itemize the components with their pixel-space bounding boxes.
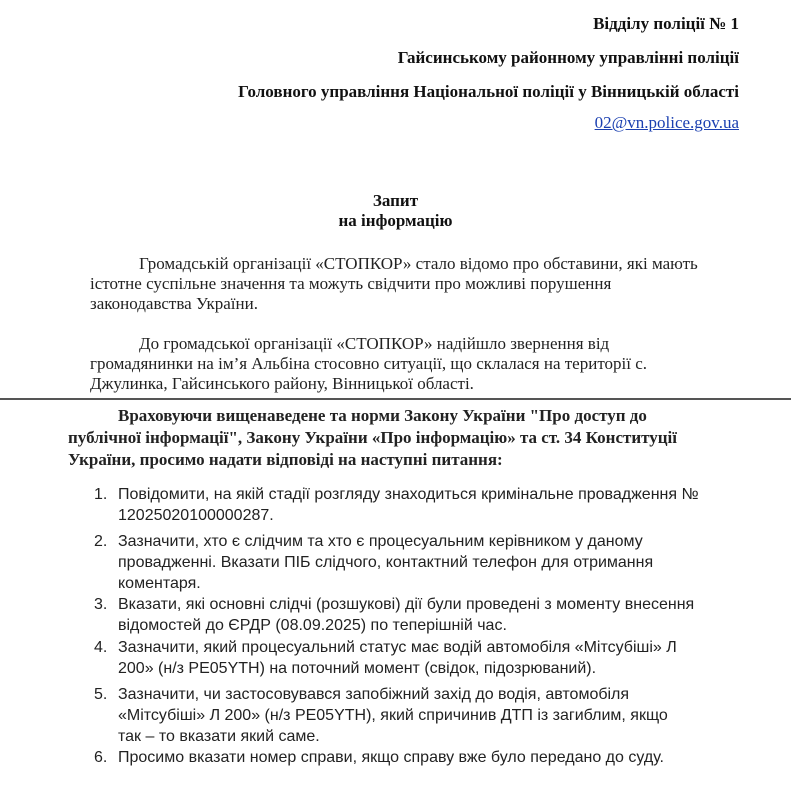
question-2-line-1: Зазначити, хто є слідчим та хто є процесуальним керівником у даному bbox=[118, 533, 643, 550]
question-2-number: 2. bbox=[94, 533, 108, 550]
document-subtitle: на інформацію bbox=[338, 211, 453, 230]
paragraph-1-line-2: істотне суспільне значення та можуть свідчити про можливі порушення bbox=[90, 274, 612, 293]
question-4-number: 4. bbox=[94, 639, 108, 656]
question-5-number: 5. bbox=[94, 686, 108, 703]
question-3-line-2: відомостей до ЄРДР (08.09.2025) по теперішній час. bbox=[118, 617, 507, 634]
request-intro-line-1: Враховуючи вищенаведене та норми Закону України "Про доступ до bbox=[118, 406, 647, 425]
request-intro-line-2: публічної інформації", Закону України «Про інформацію» та ст. 34 Конституції bbox=[68, 428, 678, 447]
question-2-line-2: провадженні. Вказати ПІБ слідчого, контактний телефон для отримання bbox=[118, 554, 654, 571]
question-4-line-2: 200» (н/з РЕ05YTH) на поточний момент (свідок, підозрюваний). bbox=[118, 660, 597, 677]
paragraph-1-line-3: законодавства України. bbox=[90, 294, 258, 313]
paragraph-2-line-3: Джулинка, Гайсинського району, Вінницької області. bbox=[90, 374, 474, 393]
document-page-bottom bbox=[0, 400, 791, 795]
paragraph-1-line-1: Громадській організації «СТОПКОР» стало відомо про обставини, які мають bbox=[139, 254, 698, 273]
email-link[interactable]: 02@vn.police.gov.ua bbox=[594, 113, 739, 132]
question-1-line-2: 12025020100000287. bbox=[118, 507, 274, 524]
question-6-line-1: Просимо вказати номер справи, якщо справу вже було передано до суду. bbox=[118, 749, 664, 766]
question-3-number: 3. bbox=[94, 596, 108, 613]
question-5-line-2: «Мітсубіші» Л 200» (н/з РЕ05YTH), який спричинив ДТП із загиблим, якщо bbox=[118, 707, 668, 724]
recipient-line-1: Відділу поліції № 1 bbox=[593, 14, 739, 33]
question-6-number: 6. bbox=[94, 749, 108, 766]
question-1-number: 1. bbox=[94, 486, 108, 503]
question-5-line-1: Зазначити, чи застосовувався запобіжний захід до водія, автомобіля bbox=[118, 686, 630, 703]
question-2-line-3: коментаря. bbox=[118, 575, 201, 592]
paragraph-2-line-1: До громадської організації «СТОПКОР» надійшло звернення від bbox=[139, 334, 610, 353]
question-5-line-3: так – то вказати який саме. bbox=[118, 728, 320, 745]
paragraph-2-line-2: громадянинки на ім’я Альбіна стосовно ситуації, що склалася на території с. bbox=[90, 354, 648, 373]
request-intro-line-3: України, просимо надати відповіді на наступні питання: bbox=[68, 450, 503, 469]
document-title: Запит bbox=[372, 191, 419, 210]
recipient-line-2: Гайсинському районному управлінні поліції bbox=[397, 48, 739, 67]
question-1-line-1: Повідомити, на якій стадії розгляду знаходиться кримінальне провадження № bbox=[118, 486, 699, 503]
question-3-line-1: Вказати, які основні слідчі (розшукові) дії були проведені з моменту внесення bbox=[118, 596, 695, 613]
question-4-line-1: Зазначити, який процесуальний статус має водій автомобіля «Мітсубіші» Л bbox=[118, 639, 677, 656]
recipient-line-3: Головного управління Національної поліції у Вінницькій області bbox=[238, 82, 739, 101]
